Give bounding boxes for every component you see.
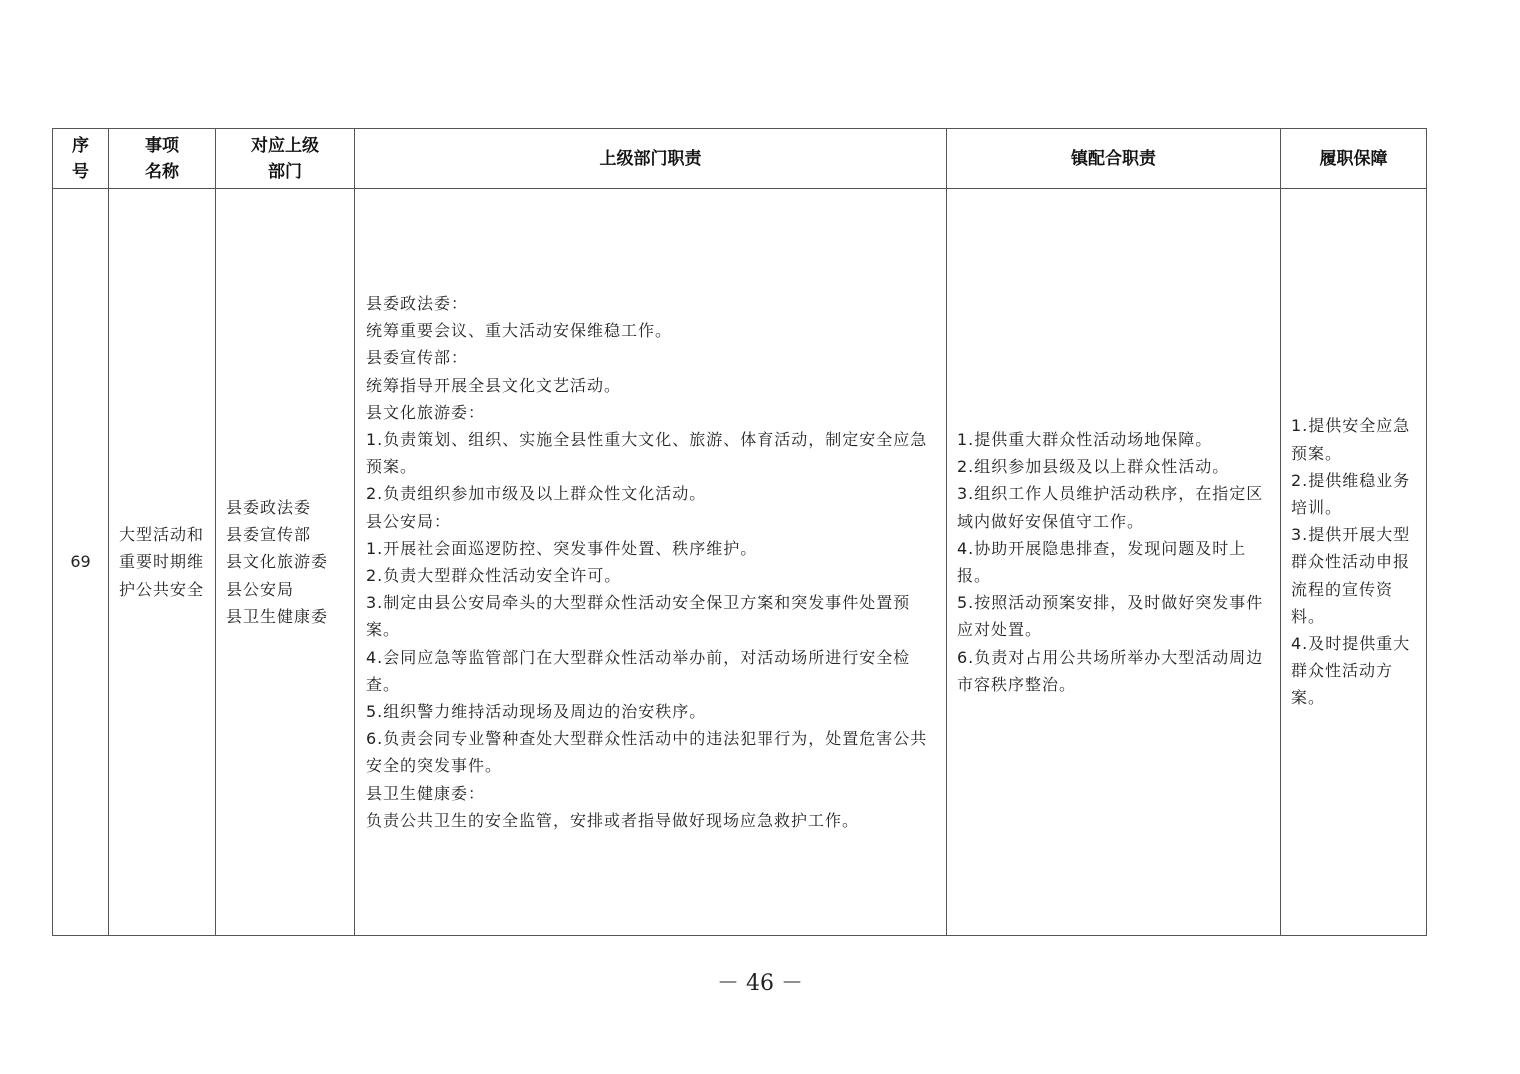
upper-duty-line: 2.负责大型群众性活动安全许可。 — [366, 566, 622, 585]
header-text: 序 — [72, 135, 89, 156]
department-item: 县文化旅游委 — [226, 552, 329, 572]
department-item: 县委政法委 — [226, 497, 312, 517]
town-duty-line: 3.组织工作人员维护活动秩序，在指定区域内做好安保值守工作。 — [957, 484, 1264, 531]
town-duty-line: 1.提供重大群众性活动场地保障。 — [957, 429, 1213, 449]
header-text: 上级部门职责 — [599, 148, 702, 169]
header-town-duties — [947, 129, 1281, 189]
upper-duty-line: 县卫生健康委： — [366, 783, 486, 803]
header-text: 号 — [72, 161, 89, 182]
department-list — [216, 189, 355, 936]
department-item: 县委宣传部 — [226, 525, 312, 545]
guarantee-line: 2.提供维稳业务培训。 — [1291, 470, 1411, 517]
header-upper-dept — [216, 129, 355, 189]
town-duty-line: 4.协助开展隐患排查，发现问题及时上报。 — [957, 538, 1247, 585]
header-text: 事项 — [145, 135, 179, 156]
guarantee-line: 4.及时提供重大群众性活动方案。 — [1291, 634, 1411, 708]
guarantee-line: 1.提供安全应急预案。 — [1291, 416, 1411, 463]
upper-duty-line: 县公安局： — [366, 511, 452, 531]
header-upper-duties — [355, 129, 947, 189]
upper-duty-line: 4.会同应急等监管部门在大型群众性活动举办前，对活动场所进行安全检查。 — [366, 647, 911, 694]
header-guarantee — [1281, 129, 1427, 189]
table-row — [53, 189, 1427, 936]
upper-duty-line: 3.制定由县公安局牵头的大型群众性活动安全保卫方案和突发事件处置预案。 — [366, 593, 911, 640]
header-text: 部门 — [268, 161, 302, 182]
upper-duties — [355, 189, 947, 936]
header-text: 镇配合职责 — [1071, 148, 1156, 169]
town-duty-line: 2.组织参加县级及以上群众性活动。 — [957, 457, 1230, 477]
header-row — [53, 129, 1427, 189]
page-number: － 46 － — [717, 971, 803, 996]
upper-duty-line: 统筹重要会议、重大活动安保维稳工作。 — [366, 321, 673, 341]
duty-table — [52, 128, 1427, 936]
upper-duty-line: 县委宣传部： — [366, 348, 469, 368]
header-text: 履职保障 — [1319, 148, 1388, 169]
town-duty-line: 5.按照活动预案安排，及时做好突发事件应对处置。 — [957, 593, 1264, 640]
department-item: 县卫生健康委 — [226, 606, 329, 626]
upper-duty-line: 5.组织警力维持活动现场及周边的治安秩序。 — [366, 702, 707, 722]
upper-duty-line: 县文化旅游委： — [366, 402, 486, 422]
department-item: 县公安局 — [226, 579, 295, 599]
guarantee-list — [1281, 189, 1427, 936]
item-name: 大型活动和重要时期维护公共安全 — [109, 189, 216, 936]
upper-duty-line: 1.开展社会面巡逻防控、突发事件处置、秩序维护。 — [366, 538, 758, 558]
header-text: 对应上级 — [251, 135, 319, 156]
upper-duty-line: 2.负责组织参加市级及以上群众性文化活动。 — [366, 484, 707, 504]
guarantee-line: 3.提供开展大型群众性活动申报流程的宣传资料。 — [1291, 525, 1411, 626]
row-number: 69 — [53, 189, 109, 936]
header-text: 名称 — [145, 161, 179, 182]
upper-duty-line: 6.负责会同专业警种查处大型群众性活动中的违法犯罪行为，处置危害公共安全的突发事件。 — [366, 729, 928, 776]
header-no — [53, 129, 109, 189]
upper-duty-line: 负责公共卫生的安全监管，安排或者指导做好现场应急救护工作。 — [366, 810, 860, 830]
upper-duty-line: 1.负责策划、组织、实施全县性重大文化、旅游、体育活动，制定安全应急预案。 — [366, 429, 928, 477]
town-duty-line: 6.负责对占用公共场所举办大型活动周边市容秩序整治。 — [957, 647, 1264, 694]
upper-duty-line: 统筹指导开展全县文化文艺活动。 — [366, 375, 622, 395]
upper-duty-line: 县委政法委： — [366, 293, 469, 313]
header-item-name — [109, 129, 216, 189]
town-duties — [947, 189, 1281, 936]
